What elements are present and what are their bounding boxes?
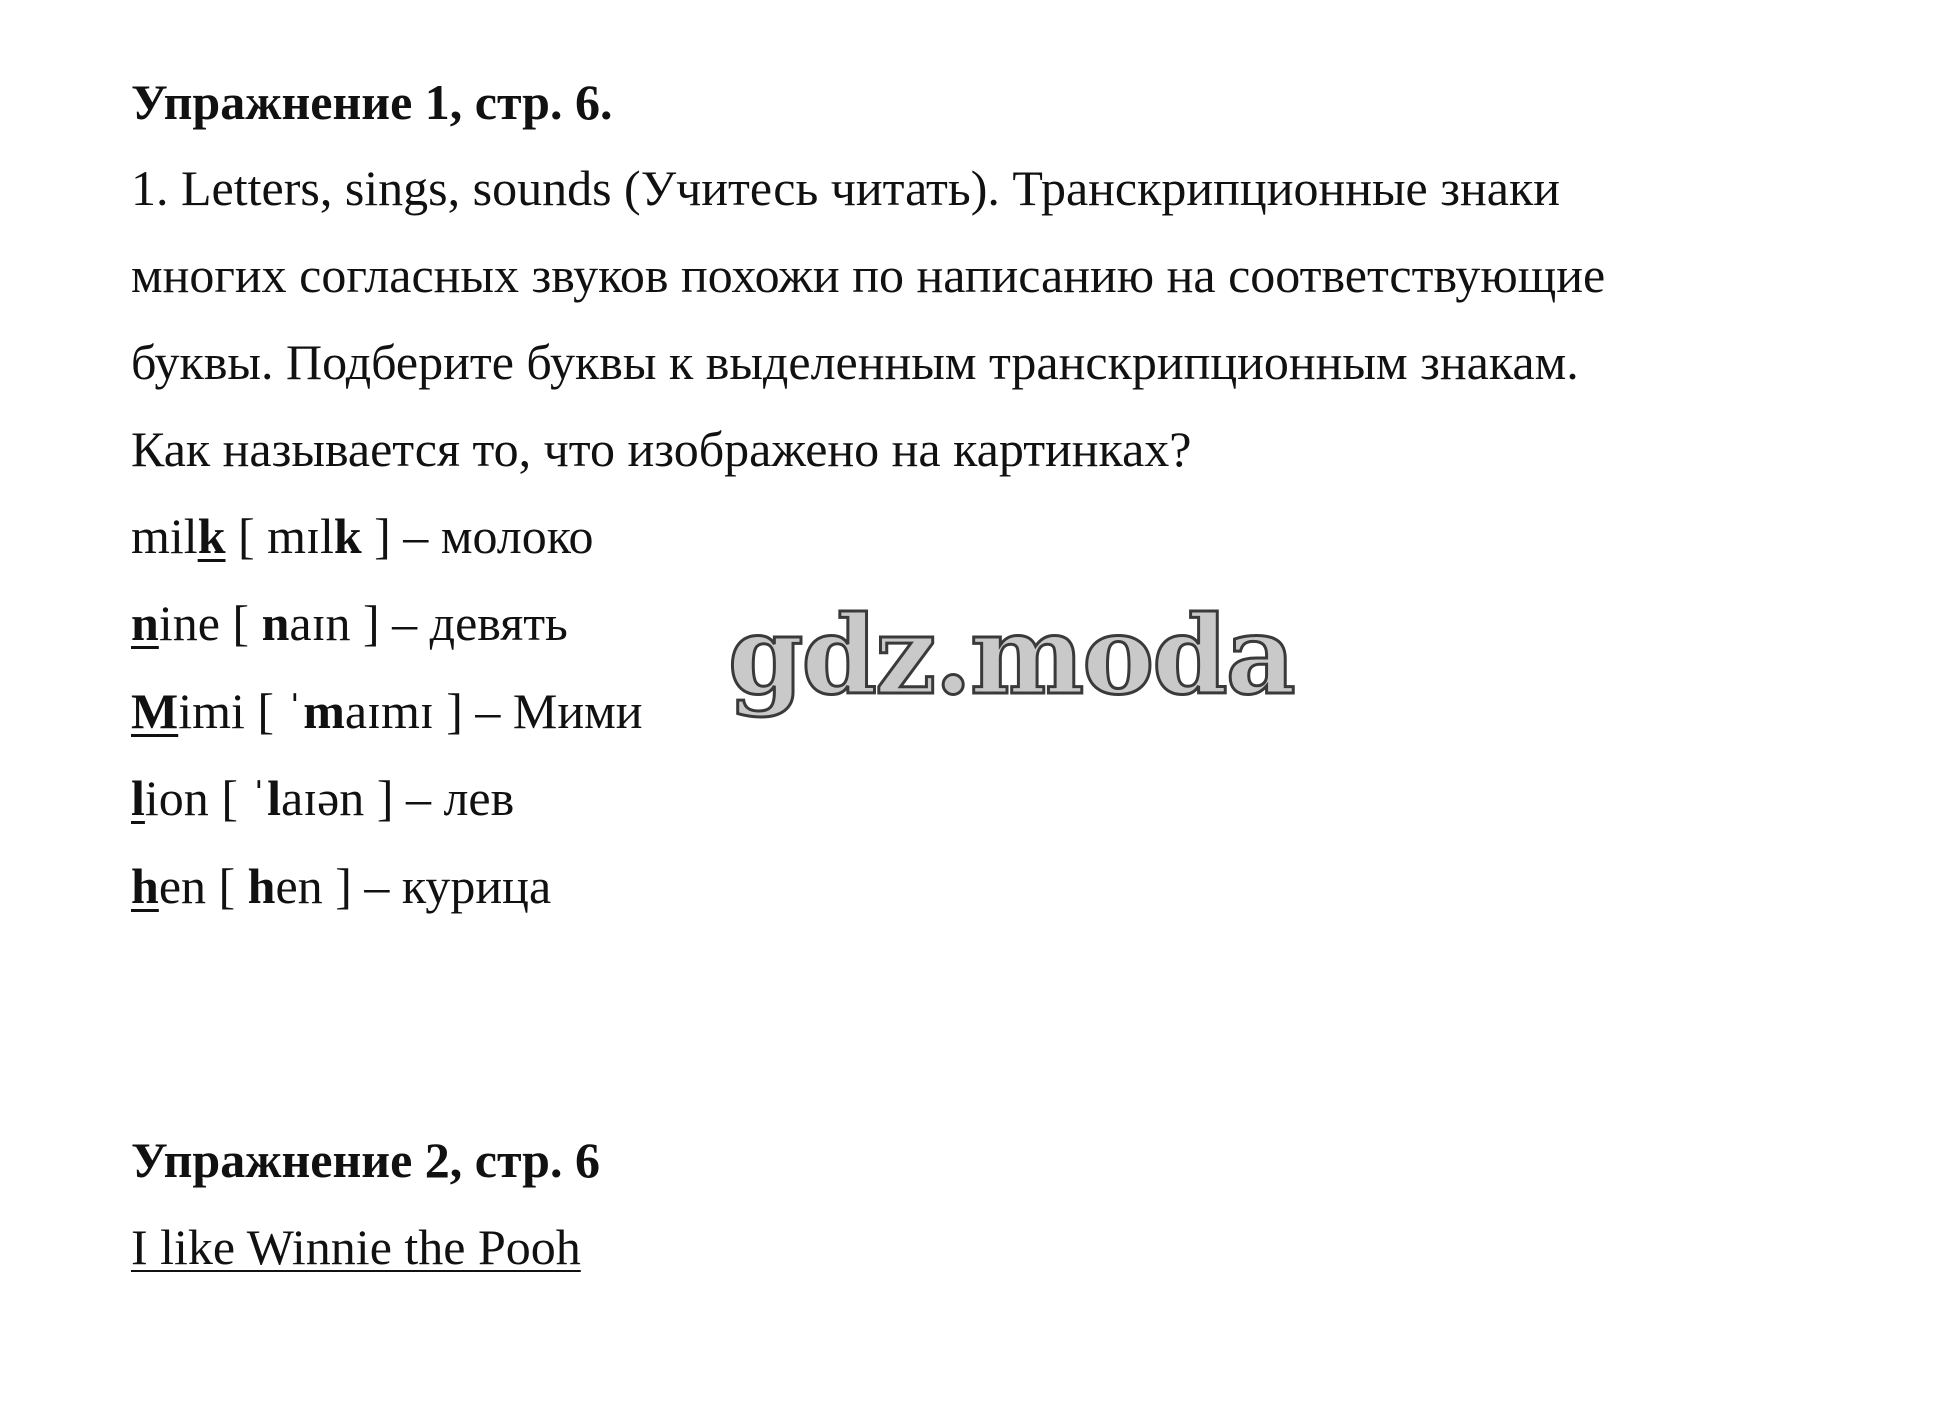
- word-row: lion [ ˈlaɪən ] – лев: [131, 770, 515, 826]
- exercise-2-heading: Упражнение 2, стр. 6: [131, 1132, 600, 1188]
- exercise-2-answer: I like Winnie the Pooh: [131, 1219, 581, 1275]
- word-highlighted-letter: k: [197, 508, 226, 564]
- transcription-suffix: aɪmɪ: [344, 683, 434, 739]
- word-translation: девять: [429, 595, 568, 651]
- word-highlighted-letter: n: [131, 595, 159, 651]
- word-translation: лев: [443, 770, 515, 826]
- word-row: hen [ hen ] – курица: [131, 858, 552, 914]
- transcription-suffix: aɪən: [281, 770, 365, 826]
- word-highlighted-letter: M: [131, 683, 179, 739]
- word-suffix: ion: [144, 770, 209, 826]
- word-row: milk [ mɪlk ] – молоко: [131, 508, 594, 564]
- transcription-suffix: en: [275, 858, 323, 914]
- word-suffix: en: [158, 858, 207, 914]
- transcription-highlighted-sign: h: [247, 858, 276, 914]
- exercise-1-heading: Упражнение 1, стр. 6.: [131, 74, 613, 130]
- watermark: gdz.moda: [728, 593, 1294, 719]
- word-translation: молоко: [440, 508, 594, 564]
- paragraph-line-2: многих согласных звуков похожи по написанию на соответствующие: [131, 247, 1606, 303]
- word-translation: курица: [401, 858, 552, 914]
- word-suffix: imi: [178, 683, 245, 739]
- transcription-prefix: ˈ: [286, 683, 304, 739]
- paragraph-line-4: Как называется то, что изображено на картинках?: [131, 421, 1192, 477]
- transcription-highlighted-sign: l: [267, 770, 282, 826]
- word-highlighted-letter: h: [131, 858, 159, 914]
- word-row: Mimi [ ˈmaɪmɪ ] – Мими: [131, 683, 643, 739]
- transcription-highlighted-sign: n: [261, 595, 290, 651]
- word-prefix: mil: [131, 508, 198, 564]
- paragraph-line-3: буквы. Подберите буквы к выделенным транскрипционным знакам.: [131, 334, 1579, 390]
- word-translation: Мими: [512, 683, 643, 739]
- transcription-highlighted-sign: m: [303, 683, 345, 739]
- transcription-highlighted-sign: k: [333, 508, 362, 564]
- transcription-prefix: ˈ: [250, 770, 268, 826]
- word-suffix: ine: [158, 595, 220, 651]
- paragraph-line-1: 1. Letters, sings, sounds (Учитесь читать). Транскрипционные знаки: [131, 160, 1561, 216]
- transcription-prefix: mɪl: [267, 508, 334, 564]
- transcription-suffix: aɪn: [289, 595, 351, 651]
- word-highlighted-letter: l: [131, 770, 145, 826]
- word-row: nine [ naɪn ] – девять: [131, 595, 568, 651]
